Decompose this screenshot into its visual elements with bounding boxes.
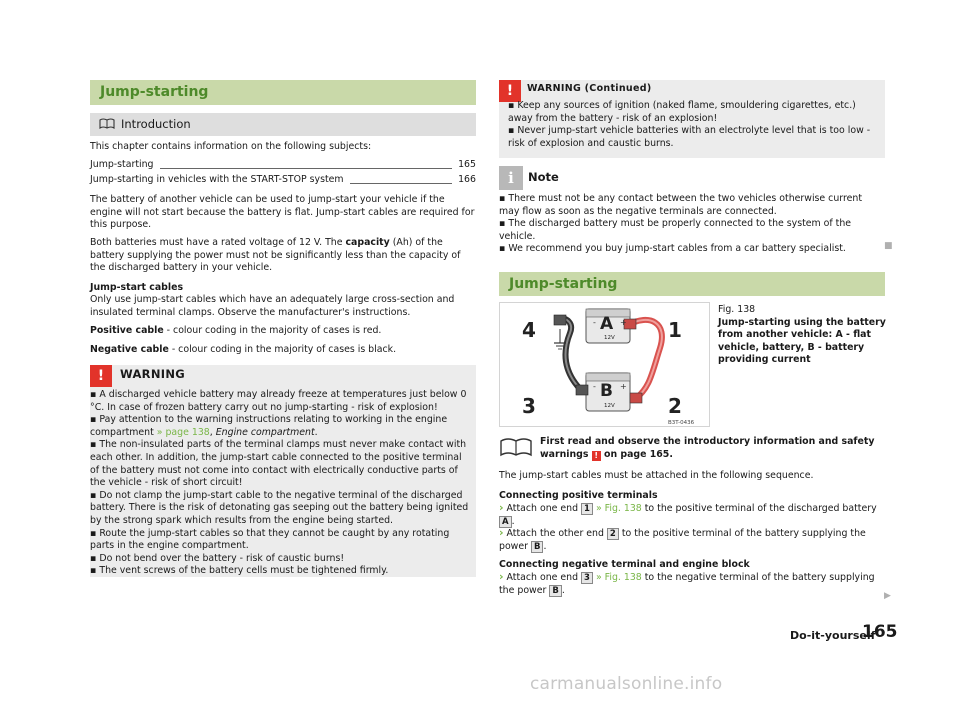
battery-a-label: A bbox=[600, 314, 614, 334]
step-positive-2: › Attach the other end 2 to the positive terminal of the battery supplying the power B . bbox=[499, 526, 866, 552]
battery-diagram bbox=[500, 303, 711, 428]
watermark: carmanualsonline.info bbox=[530, 674, 723, 694]
warning-item: ▪ The vent screws of the battery cells must be tightened firmly. bbox=[90, 565, 389, 577]
note-item: ▪ We recommend you buy jump-start cables from a car battery specialist. bbox=[499, 243, 846, 255]
book-icon bbox=[99, 118, 115, 129]
battery-ref-box: B bbox=[549, 585, 561, 597]
label-1: 1 bbox=[668, 318, 682, 342]
step-number-box: 3 bbox=[581, 572, 593, 584]
toc-page: 165 bbox=[458, 159, 476, 171]
warning-item: ▪ The non-insulated parts of the terminal clamps must never make contact with each other. In addition, the jump-start cable connected to the positive terminal of the battery must not come into contact with electrically conductive parts of the vehicle - risk of short circuit! bbox=[90, 439, 467, 489]
battery-ref-box: B bbox=[531, 541, 543, 553]
footer-page-number: 165 bbox=[862, 622, 898, 642]
section-title-jump-starting: Jump-starting bbox=[90, 80, 476, 105]
warning-icon: ! bbox=[499, 80, 521, 102]
label-3: 3 bbox=[522, 394, 536, 418]
capacity-term: capacity bbox=[345, 237, 390, 248]
toc-page: 166 bbox=[458, 174, 476, 186]
warning-continued-list bbox=[508, 100, 878, 150]
step-negative-1: › Attach one end 3 » Fig. 138 to the negative terminal of the battery supplying the power B . bbox=[499, 570, 875, 596]
warning-continued-title: WARNING (Continued) bbox=[527, 83, 652, 94]
text: - colour coding in the majority of cases is black. bbox=[168, 344, 397, 355]
figure-caption-text: Jump-starting using the battery from another vehicle: A - flat vehicle, battery, B - battery providing current bbox=[718, 316, 886, 366]
positive-cable-text bbox=[90, 325, 476, 338]
positive-cable-label: Positive cable bbox=[90, 325, 164, 336]
chevron-right-icon: › bbox=[499, 570, 504, 583]
cables-text: Only use jump-start cables which have an adequately large cross-section and insulated terminal clamps. Observe the manufacturer's instructions. bbox=[90, 294, 455, 318]
warning-title: WARNING bbox=[120, 367, 185, 381]
warning-item: ▪ Do not bend over the battery - risk of caustic burns! bbox=[90, 552, 345, 564]
svg-text:+: + bbox=[620, 318, 627, 327]
figure-code: B3T-0436 bbox=[668, 420, 695, 426]
toc-label: Jump-starting in vehicles with the START-STOP system bbox=[90, 174, 344, 186]
paragraph-intro: The battery of another vehicle can be used to jump-start your vehicle if the engine will not start because the battery is flat. Jump-start cables are required for this purpose. bbox=[90, 194, 475, 231]
warning-item: ▪ Do not clamp the jump-start cable to the negative terminal of the discharged battery. There is the risk of detonating gas seeping out the battery being ignited by the strong spark which results from the engine being started. bbox=[90, 489, 469, 526]
intro-text: This chapter contains information on the following subjects: bbox=[90, 141, 372, 152]
svg-text:-: - bbox=[593, 382, 596, 391]
footer-chapter-label: Do-it-yourself bbox=[790, 629, 876, 642]
toc-leader bbox=[160, 168, 453, 169]
continue-arrow-icon: ▶ bbox=[884, 591, 891, 601]
battery-a-voltage: 12V bbox=[604, 335, 615, 341]
step-number-box: 2 bbox=[607, 528, 619, 540]
positive-terminals-heading: Connecting positive terminals bbox=[499, 490, 658, 501]
chevron-right-icon: › bbox=[499, 501, 504, 514]
chevron-right-icon: › bbox=[499, 526, 504, 539]
text: Both batteries must have a rated voltage of 12 V. The bbox=[90, 237, 346, 248]
figure-caption bbox=[718, 304, 886, 367]
toc-item-jump-starting[interactable] bbox=[90, 159, 476, 172]
svg-text:+: + bbox=[620, 382, 627, 391]
toc-leader bbox=[350, 183, 453, 184]
note-list bbox=[499, 193, 885, 256]
note-title: Note bbox=[528, 170, 559, 184]
figure-number: Fig. 138 bbox=[718, 304, 756, 315]
negative-cable-text bbox=[90, 344, 476, 357]
sequence-text: The jump-start cables must be attached in the following sequence. bbox=[499, 470, 814, 481]
warning-icon: ! bbox=[592, 451, 601, 461]
cables-heading: Jump-start cables bbox=[90, 282, 184, 293]
step-number-box: 1 bbox=[581, 503, 593, 515]
warning-icon: ! bbox=[90, 365, 112, 387]
section-title-jump-starting-2: Jump-starting bbox=[499, 272, 885, 296]
book-icon bbox=[499, 437, 533, 457]
introduction-heading bbox=[90, 113, 476, 136]
battery-b-label: B bbox=[600, 381, 613, 401]
text: - colour coding in the majority of cases is red. bbox=[163, 325, 382, 336]
page-link[interactable]: » page 138 bbox=[156, 426, 210, 438]
battery-b-voltage: 12V bbox=[604, 403, 615, 409]
warning-item: ▪ Keep any sources of ignition (naked flame, smouldering cigarettes, etc.) away from the battery - risk of an explosion! bbox=[508, 100, 856, 124]
text: (Ah) of the battery supplying the power must not be significantly less than the capacity of the discharged battery in your vehicle. bbox=[90, 237, 461, 274]
warning-box bbox=[90, 365, 476, 577]
note-item: ▪ The discharged battery must be properly connected to the system of the vehicle. bbox=[499, 218, 852, 242]
engine-compartment-ref: Engine compartment bbox=[215, 426, 315, 438]
introduction-heading-label: Introduction bbox=[121, 117, 191, 131]
warning-continued-box bbox=[499, 80, 885, 158]
warning-list bbox=[90, 389, 470, 578]
warning-item: ▪ Route the jump-start cables so that they cannot be caught by any rotating parts in the engine compartment. bbox=[90, 527, 450, 552]
label-4: 4 bbox=[522, 318, 536, 342]
warning-item: ▪ Pay attention to the warning instructions relating to working in the engine compartment » page 138, Engine compartment. bbox=[90, 414, 448, 438]
figure-link[interactable]: » Fig. 138 bbox=[595, 503, 642, 514]
battery-ref-box: A bbox=[499, 516, 512, 528]
end-of-section-marker: ■ bbox=[884, 241, 893, 251]
figure-link[interactable]: » Fig. 138 bbox=[595, 572, 642, 583]
info-icon: i bbox=[499, 166, 523, 190]
toc-label: Jump-starting bbox=[90, 159, 154, 171]
read-first-notice: First read and observe the introductory information and safety warnings ! on page 165. bbox=[540, 436, 875, 460]
step-positive-1: › Attach one end 1 » Fig. 138 to the positive terminal of the discharged battery A . bbox=[499, 501, 877, 527]
label-2: 2 bbox=[668, 394, 682, 418]
negative-cable-label: Negative cable bbox=[90, 344, 169, 355]
svg-text:-: - bbox=[593, 318, 596, 327]
figure-jump-starting bbox=[499, 302, 710, 427]
warning-item: ▪ Never jump-start vehicle batteries with an electrolyte level that is too low - risk of explosion and caustic burns. bbox=[508, 125, 871, 149]
paragraph-capacity bbox=[90, 237, 476, 275]
warning-item: ▪ A discharged vehicle battery may already freeze at temperatures just below 0 °C. In case of frozen battery carry out no jump-starting - risk of explosion! bbox=[90, 389, 467, 413]
note-item: ▪ There must not be any contact between the two vehicles otherwise current may flow as soon as the negative terminals are connected. bbox=[499, 193, 862, 217]
toc-item-start-stop[interactable] bbox=[90, 174, 476, 187]
negative-terminals-heading: Connecting negative terminal and engine block bbox=[499, 559, 750, 570]
